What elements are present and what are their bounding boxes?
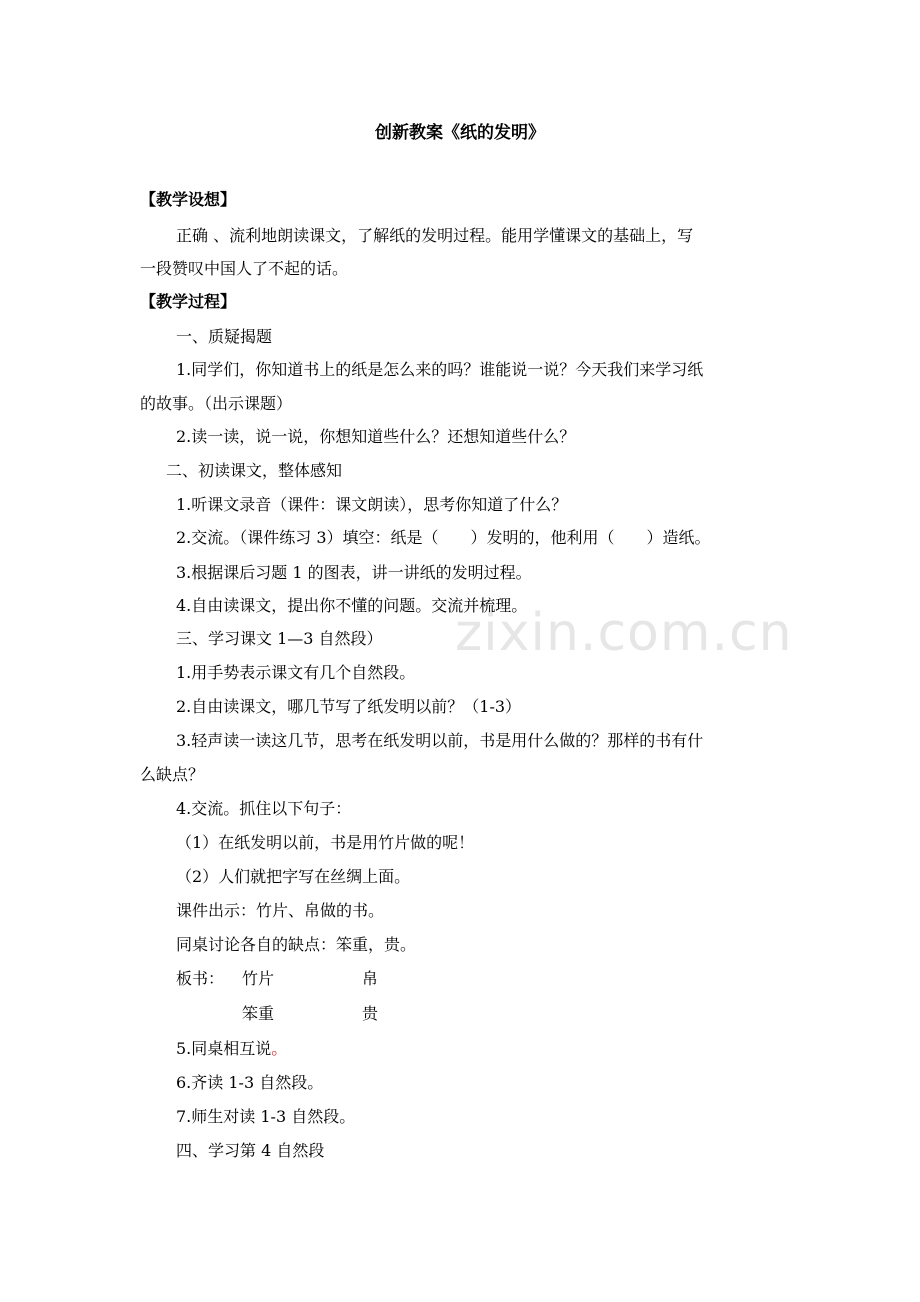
board-label: 板书： bbox=[176, 969, 225, 988]
paragraph-line: 1.听课文录音（课件：课文朗读），思考你知道了什么？ bbox=[176, 495, 568, 514]
section-heading-design: 【教学设想】 bbox=[140, 190, 237, 209]
board-cell: 竹片 bbox=[242, 969, 275, 988]
paragraph-line: 4.自由读课文，提出你不懂的问题。交流并梳理。 bbox=[176, 596, 528, 615]
line-text: 5.同桌相互说 bbox=[176, 1039, 272, 1058]
paragraph-line: 2.自由读课文，哪几节写了纸发明以前？（1-3） bbox=[176, 697, 522, 716]
board-cell: 笨重 bbox=[242, 1004, 275, 1023]
board-cell: 帛 bbox=[362, 969, 379, 988]
red-period: 。 bbox=[271, 1039, 288, 1058]
quote-line-2: （2）人们就把字写在丝绸上面。 bbox=[176, 867, 411, 886]
paragraph-line: 3.根据课后习题 1 的图表，讲一讲纸的发明过程。 bbox=[176, 563, 532, 582]
design-paragraph-line-1: 正确 、流利地朗读课文，了解纸的发明过程。能用学懂课文的基础上，写 bbox=[176, 226, 694, 245]
document-title: 创新教案《纸的发明》 bbox=[375, 123, 545, 143]
paragraph-line: 6.齐读 1-3 自然段。 bbox=[176, 1073, 324, 1092]
paragraph-line: 1.同学们，你知道书上的纸是怎么来的吗？谁能说一说？今天我们来学习纸 bbox=[176, 360, 704, 379]
watermark: zixin.com.cn bbox=[455, 603, 793, 663]
paragraph-line: 1.用手势表示课文有几个自然段。 bbox=[176, 663, 416, 682]
paragraph-line: 7.师生对读 1-3 自然段。 bbox=[176, 1107, 356, 1126]
section-heading-process: 【教学过程】 bbox=[140, 292, 237, 311]
quote-line-1: （1）在纸发明以前，书是用竹片做的呢！ bbox=[176, 833, 475, 852]
paragraph-line: 么缺点？ bbox=[140, 765, 205, 784]
step-heading-2: 二、初读课文，整体感知 bbox=[166, 461, 343, 480]
paragraph-line: 3.轻声读一读这几节，思考在纸发明以前，书是用什么做的？那样的书有什 bbox=[176, 731, 704, 750]
paragraph-line: 2.交流。（课件练习 3）填空：纸是（ ）发明的，他利用（ ）造纸。 bbox=[176, 528, 711, 547]
step-heading-4: 四、学习第 4 自然段 bbox=[176, 1141, 325, 1160]
paragraph-line: 2.读一读，说一说，你想知道些什么？还想知道些什么？ bbox=[176, 427, 576, 446]
paragraph-line: 的故事。（出示课题） bbox=[140, 394, 293, 413]
paragraph-line: 4.交流。抓住以下句子： bbox=[176, 799, 352, 818]
paragraph-line: 课件出示：竹片、帛做的书。 bbox=[176, 901, 385, 920]
paragraph-line: 同桌讨论各自的缺点：笨重，贵。 bbox=[176, 935, 417, 954]
board-cell: 贵 bbox=[362, 1004, 379, 1023]
step-heading-1: 一、质疑揭题 bbox=[176, 327, 273, 346]
paragraph-line bbox=[176, 1037, 816, 1061]
step-heading-3: 三、学习课文 1—3 自然段） bbox=[176, 629, 383, 648]
design-paragraph-line-2: 一段赞叹中国人了不起的话。 bbox=[140, 259, 349, 278]
